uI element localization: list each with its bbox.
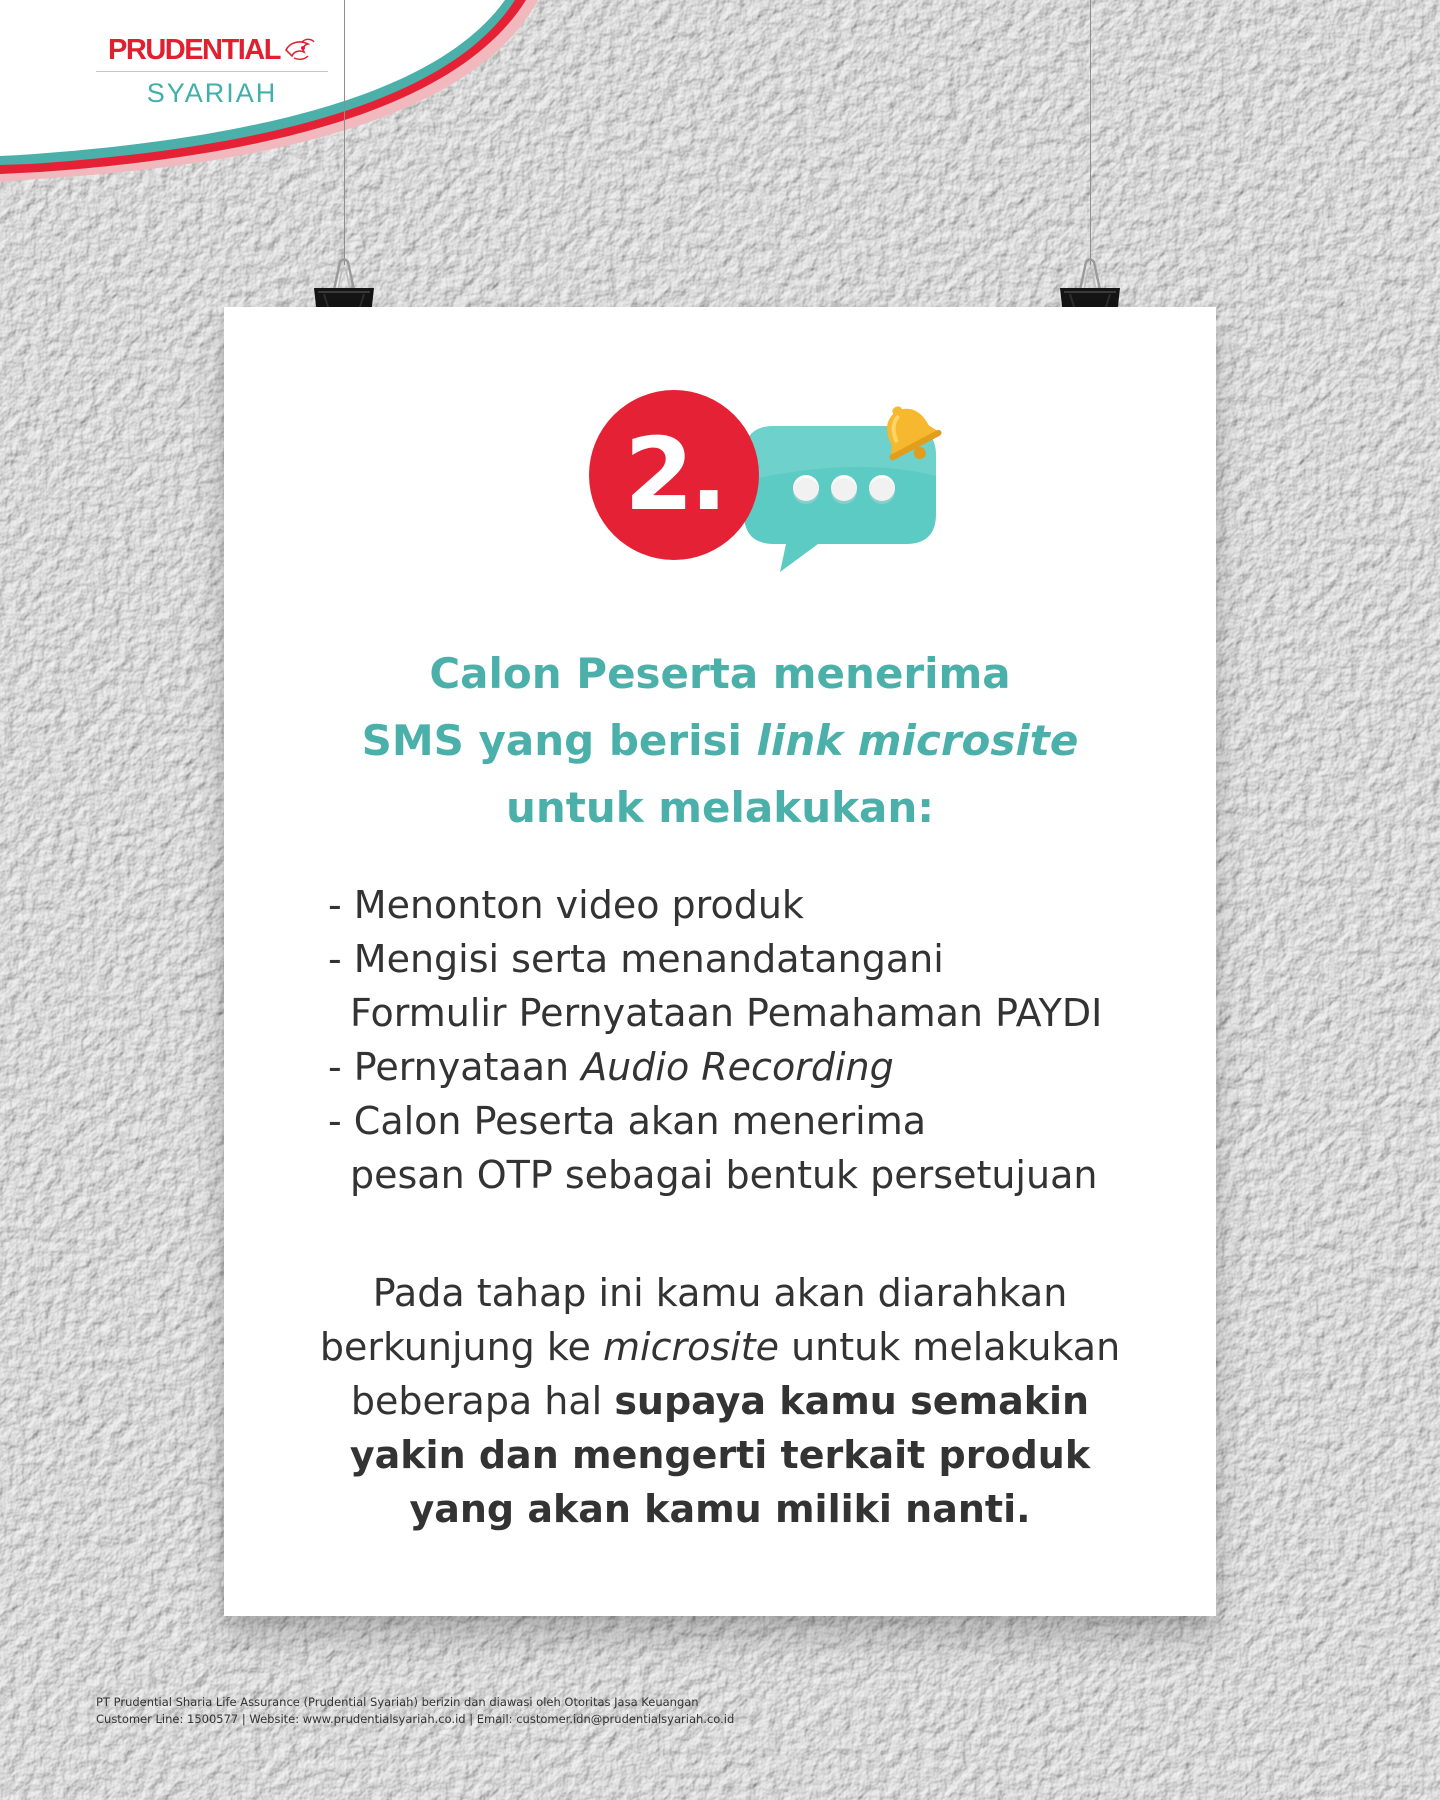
- closing-line-2: [300, 1320, 1140, 1374]
- headline-line-1: Calon Peserta menerima: [429, 649, 1011, 698]
- brand-divider: [96, 71, 328, 72]
- lady-emblem-icon: [282, 36, 316, 64]
- brand-logo: [96, 32, 328, 110]
- brand-subname: SYARIAH: [146, 78, 278, 108]
- list-item: [328, 1040, 1148, 1094]
- footer-line-1: PT Prudential Sharia Life Assurance (Prudential Syariah) berizin dan diawasi oleh Otoritas Jasa Keuangan: [96, 1695, 699, 1709]
- steps-list: [328, 878, 1148, 1202]
- closing-line-2-suffix: untuk melakukan: [778, 1325, 1121, 1369]
- list-item: - Calon Peserta akan menerima: [328, 1099, 926, 1143]
- list-item-text: - Pernyataan: [328, 1045, 582, 1089]
- list-item-continuation: pesan OTP sebagai bentuk persetujuan: [350, 1153, 1098, 1197]
- headline-line-2-text: SMS yang berisi: [361, 716, 757, 765]
- step-number-badge: 2.: [589, 390, 759, 560]
- closing-line-2-text: berkunjung ke: [319, 1325, 603, 1369]
- closing-paragraph: [300, 1266, 1140, 1536]
- brand-name: [96, 32, 328, 68]
- headline-line-3: untuk melakukan:: [505, 783, 935, 832]
- list-item: - Mengisi serta menandatangani: [328, 937, 944, 981]
- bell-icon: [873, 396, 943, 466]
- closing-line-4-bold: yakin dan mengerti terkait produk: [349, 1433, 1091, 1477]
- closing-line-3-text: beberapa hal: [350, 1379, 615, 1423]
- closing-line-2-italic: microsite: [603, 1325, 779, 1369]
- poster-headline: [300, 640, 1140, 841]
- footer-line-2: Customer Line: 1500577 | Website: www.prudentialsyariah.co.id | Email: customer.idn@prudentialsyariah.co.id: [96, 1712, 735, 1726]
- closing-line-4: [300, 1428, 1140, 1482]
- closing-line-3: [300, 1374, 1140, 1428]
- closing-line-3-bold: supaya kamu semakin: [614, 1379, 1090, 1423]
- hanging-wire-left: [344, 0, 345, 265]
- hanging-wire-right: [1090, 0, 1091, 265]
- list-item-italic: Audio Recording: [581, 1045, 894, 1089]
- closing-line-1: Pada tahap ini kamu akan diarahkan: [372, 1271, 1068, 1315]
- closing-line-5-bold: yang akan kamu miliki nanti.: [409, 1487, 1031, 1531]
- headline-line-2-italic: link microsite: [756, 716, 1079, 765]
- headline-line-2: [300, 707, 1140, 774]
- footer-legal: [96, 1694, 896, 1728]
- closing-line-5: [300, 1482, 1140, 1536]
- list-item: - Menonton video produk: [328, 883, 804, 927]
- brand-name-text: PRUDENTIAL: [108, 34, 280, 66]
- list-item-continuation: Formulir Pernyataan Pemahaman PAYDI: [350, 991, 1103, 1035]
